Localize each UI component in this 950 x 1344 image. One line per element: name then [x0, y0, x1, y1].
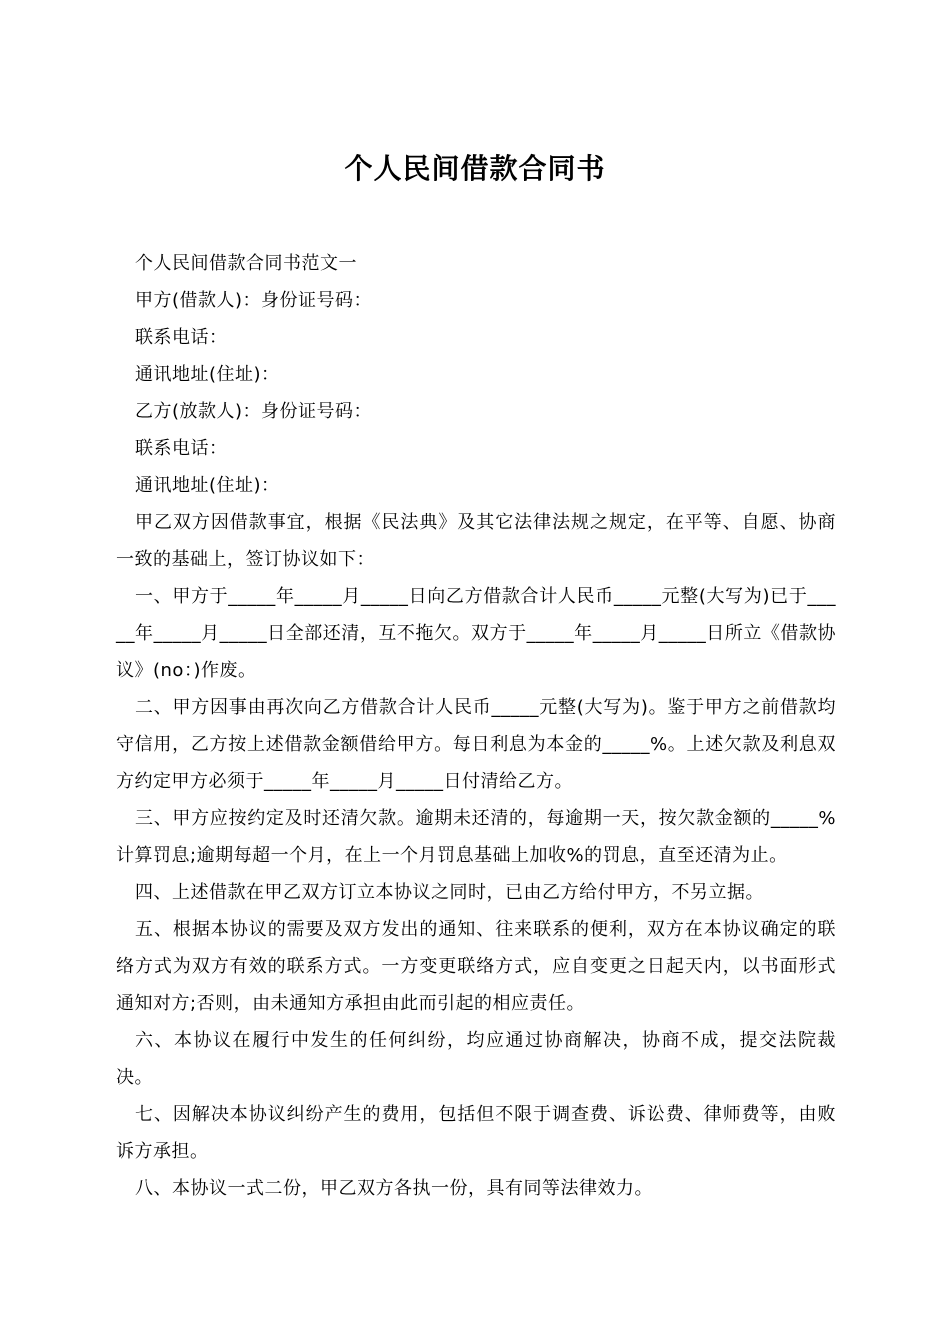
document-title: 个人民间借款合同书 [344, 151, 606, 185]
clause-7: 七、因解决本协议纠纷产生的费用，包括但不限于调查费、诉讼费、律师费等，由败诉方承担。 [116, 1104, 836, 1162]
party-a-address-line: 通讯地址(住址)： [135, 364, 280, 385]
clause-5: 五、根据本协议的需要及双方发出的通知、往来联系的便利，双方在本协议确定的联络方式为双方有效的联系方式。一方变更联络方式，应自变更之日起天内，以书面形式通知对方;否则，由未通知方承担由此而引起的相应责任。 [116, 919, 836, 1014]
party-b-phone-line: 联系电话： [135, 438, 228, 459]
party-b-id-line: 乙方(放款人)：身份证号码： [135, 401, 373, 422]
clause-6: 六、本协议在履行中发生的任何纠纷，均应通过协商解决，协商不成，提交法院裁决。 [116, 1030, 836, 1088]
preamble-paragraph: 甲乙双方因借款事宜，根据《民法典》及其它法律法规之规定，在平等、自愿、协商一致的基础上，签订协议如下： [116, 512, 836, 570]
party-a-phone-line: 联系电话： [135, 327, 228, 348]
clause-3: 三、甲方应按约定及时还清欠款。逾期未还清的，每逾期一天，按欠款金额的_____%计算罚息;逾期每超一个月，在上一个月罚息基础上加收%的罚息，直至还清为止。 [116, 808, 836, 866]
clause-4: 四、上述借款在甲乙双方订立本协议之同时，已由乙方给付甲方，不另立据。 [135, 882, 764, 903]
document-body [116, 245, 836, 1207]
clause-2: 二、甲方因事由再次向乙方借款合计人民币_____元整(大写为)。鉴于甲方之前借款均守信用，乙方按上述借款金额借给甲方。每日利息为本金的_____%。上述欠款及利息双方约定甲方必须于_____年_____月_____日付清给乙方。 [116, 697, 836, 792]
clause-1: 一、甲方于_____年_____月_____日向乙方借款合计人民币_____元整(大写为)已于_____年_____月_____日全部还清，互不拖欠。双方于_____年_____月_____日所立《借款协议》(no：)作废。 [116, 586, 836, 681]
paragraph-heading: 个人民间借款合同书范文一 [135, 253, 357, 274]
clause-8: 八、本协议一式二份，甲乙双方各执一份，具有同等法律效力。 [135, 1178, 653, 1199]
party-b-address-line: 通讯地址(住址)： [135, 475, 280, 496]
party-a-id-line: 甲方(借款人)：身份证号码： [135, 290, 373, 311]
